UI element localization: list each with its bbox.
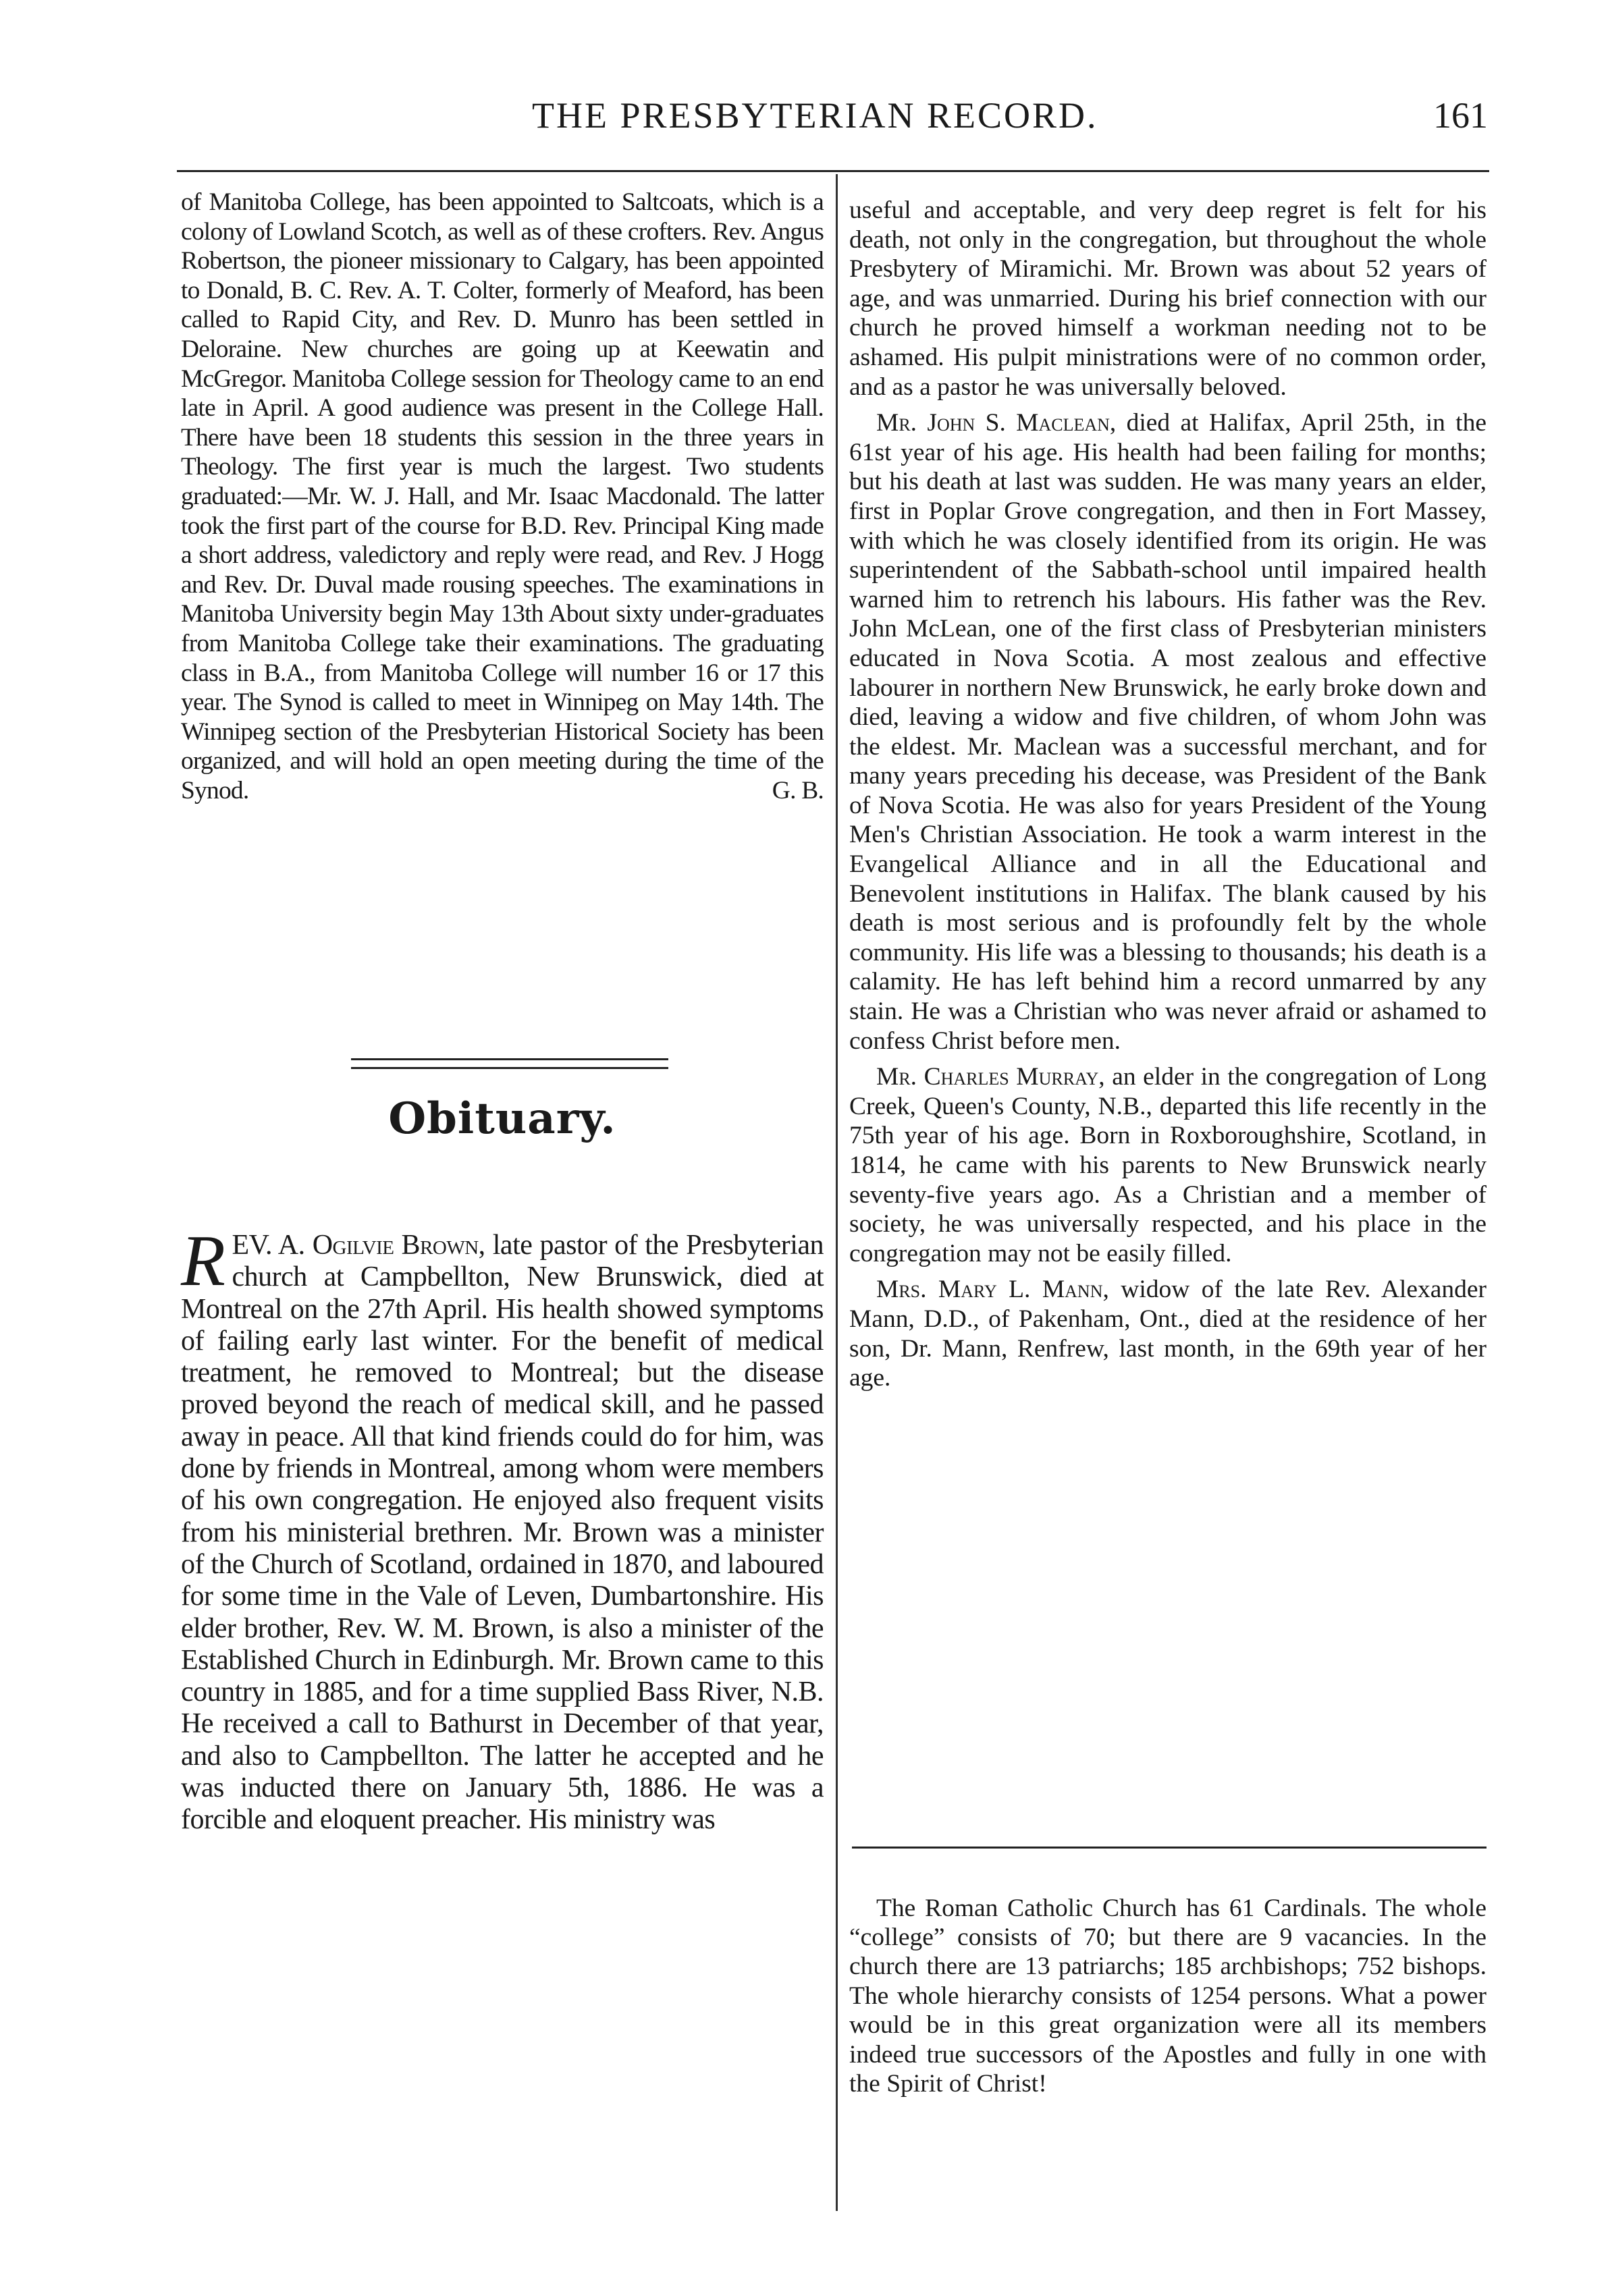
obituary-text: an elder in the congregation of Long Creek, Queen's County, N.B., departed this life recently in the 75th year of his age. Born in Roxboroughshire, Scotland, in 1814, he came with his parents to New Brunswick nearly seventy-five years ago. As a Christian and a member of society, he was universally respected, and his place in the congregation may not be easily filled. [849,1063,1487,1267]
obituary-heading: Obituary. [388,1093,616,1144]
section-divider-rule [351,1058,668,1069]
page-header [181,90,1488,144]
murray-obituary [849,1062,1487,1268]
maclean-obituary [849,408,1487,1056]
obituary-name: EV. A. Ogilvie Brown, [232,1230,485,1261]
obituary-text: late pastor of the Presbyterian church at Campbellton, New Brunswick, died at Montreal on the 27th April. His health showed symptoms of failing early last winter. For the benefit of medical treatment, he removed to Montreal; but the disease proved beyond the reach of medical skill, and he passed away in peace. All that kind friends could do for him, was done by friends in Montreal, among whom were members of his own congregation. He enjoyed also frequent visits from his ministerial brethren. Mr. Brown was a minister of the Church of Scotland, ordained in 1870, and laboured for some time in the Vale of Leven, Dumbartonshire. His elder brother, Rev. W. M. Brown, is also a minister of the Established Church in Edinburgh. Mr. Brown came to this country in 1885, and for a time supplied Bass River, N.B. He received a call to Bathurst in December of that year, and also to Campbellton. The latter he accepted and he was inducted there on January 5th, 1886. He was a forcible and eloquent preacher. His ministry was [181,1230,824,1836]
obituary-name: Mrs. Mary L. Mann, [876,1276,1109,1304]
article-signature: G. B. [772,776,824,804]
obituary-text: widow of the late Rev. Alexander Mann, D.D., of Pakenham, Ont., died at the residence of her son, Dr. Mann, Renfrew, last month, in the 69th year of her age. [849,1276,1487,1392]
page-number: 161 [1433,95,1488,136]
article-continuation [181,188,824,805]
obituary-name: Mr. John S. Maclean, [876,409,1117,437]
publication-title: THE PRESBYTERIAN RECORD. [532,95,1098,136]
header-rule [177,170,1489,172]
article-body: of Manitoba College, has been appointed to Saltcoats, which is a colony of Lowland Scotch, as well as of these crofters. Rev. Angus Robertson, the pioneer missionary to Calgary, has been appointed to Donald, B. C. Rev. A. T. Colter, formerly of Meaford, has been called to Rapid City, and Rev. D. Munro has been settled in Deloraine. New churches are going up at Keewatin and McGregor. Manitoba College session for Theology came to an end late in April. A good audience was present in the College Hall. There have been 18 students this session in the three years in Theology. The first year is much the largest. Two students graduated:—Mr. W. J. Hall, and Mr. Isaac Macdonald. The latter took the first part of the course for B.D. Rev. Principal King made a short address, valedictory and reply were read, and Rev. J Hogg and Rev. Dr. Duval made rousing speeches. The examinations in Manitoba University begin May 13th About sixty under-graduates from Manitoba College take their examinations. The graduating class in B.A., from Manitoba College will number 16 or 17 this year. The Synod is called to meet in Winnipeg on May 14th. The Winnipeg section of the Presbyterian Historical Society has been organized, and will hold an open meeting during the time of the Synod. [181,188,824,804]
right-column [849,196,1487,1393]
column-divider [836,174,838,2211]
notice-divider-rule [852,1847,1487,1849]
mann-obituary [849,1275,1487,1392]
brown-obituary [181,1221,824,1836]
brown-obituary-continued: useful and acceptable, and very deep regret is felt for his death, not only in the congregation, but throughout the whole Presbytery of Miramichi. Mr. Brown was about 52 years of age, and was unmarried. During his brief connection with our church he proved himself a workman needing not to be ashamed. His pulpit ministrations were of no common order, and as a pastor he was universally beloved. [849,196,1487,401]
catholic-church-notice: The Roman Catholic Church has 61 Cardinals. The whole “college” consists of 70; but there are 9 vacancies. In the church there are 13 patriarchs; 185 archbishops; 752 bishops. The whole hierarchy consists of 1254 persons. What a power would be in this great organization were all its members indeed true successors of the Apostles and fully in one with the Spirit of Christ! [849,1894,1487,2098]
left-column-article [181,188,824,805]
obituary-text: died at Halifax, April 25th, in the 61st year of his age. His health had been failing for months; but his death at last was sudden. He was many years an elder, first in Poplar Grove congregation, and then in Fort Massey, with which he was closely identified from its origin. He was superintendent of the Sabbath-school until impaired health warned him to retrench his labours. His father was the Rev. John McLean, one of the first class of Presbyterian ministers educated in Nova Scotia. A most zealous and effective labourer in northern New Brunswick, he early broke down and died, leaving a widow and five children, of whom John was the eldest. Mr. Maclean was a successful merchant, and for many years preceding his decease, was President of the Bank of Nova Scotia. He was also for years President of the Young Men's Christian Association. He took a warm interest in the Evangelical Alliance and in all the Educational and Benevolent institutions in Halifax. The blank caused by his death is most serious and is profoundly felt by the whole community. His life was a blessing to thousands; his death is a calamity. He has left behind him a record unmarred by any stain. He was a Christian who was never afraid or ashamed to confess Christ before men. [849,409,1487,1055]
drop-cap: R [181,1221,225,1301]
obituary-name: Mr. Charles Murray, [876,1063,1105,1091]
